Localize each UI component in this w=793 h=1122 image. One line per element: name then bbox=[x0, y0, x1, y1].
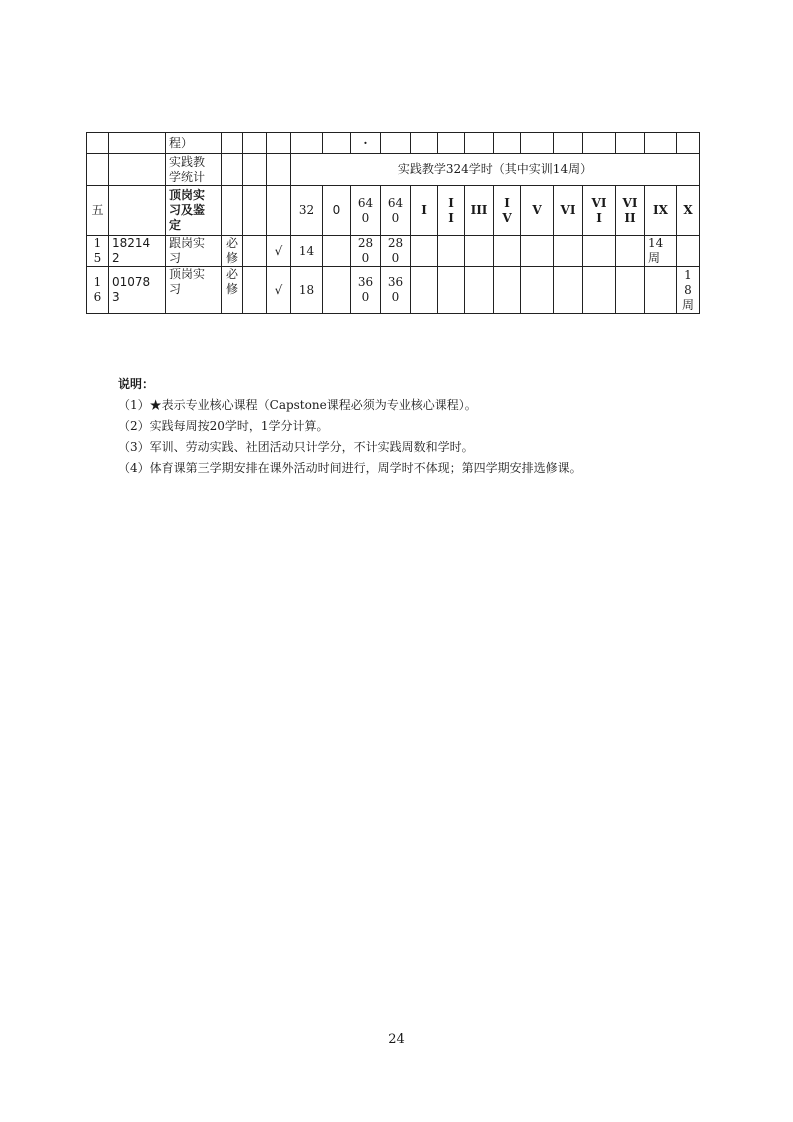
semester-header: I bbox=[411, 186, 438, 236]
check-mark: √ bbox=[267, 236, 291, 267]
practice-stat-summary: 实践教学324学时（其中实训14周） bbox=[291, 154, 700, 186]
semester-header: X bbox=[677, 186, 700, 236]
course-credits: 18 bbox=[291, 267, 323, 314]
course-credits: 14 bbox=[291, 236, 323, 267]
hours-total: 36 0 bbox=[351, 267, 381, 314]
semester-header: I I bbox=[438, 186, 465, 236]
notes-section bbox=[118, 374, 718, 479]
course-code: 01078 3 bbox=[109, 267, 166, 314]
table-row-group-five bbox=[87, 186, 700, 236]
semester-header: VI bbox=[554, 186, 583, 236]
group-hours-practice: 64 0 bbox=[381, 186, 411, 236]
dot-mark: · bbox=[351, 133, 381, 154]
note-item: （3）军训、劳动实践、社团活动只计学分，不计实践周数和学时。 bbox=[118, 440, 474, 454]
course-name: 顶岗实 习 bbox=[166, 267, 222, 314]
group-hours-total: 64 0 bbox=[351, 186, 381, 236]
course-name: 跟岗实 习 bbox=[166, 236, 222, 267]
course-code: 18214 2 bbox=[109, 236, 166, 267]
course-type: 必 修 bbox=[222, 236, 243, 267]
semester-header: VI I bbox=[583, 186, 616, 236]
hours-total: 28 0 bbox=[351, 236, 381, 267]
table-row bbox=[87, 236, 700, 267]
hours-practice: 28 0 bbox=[381, 236, 411, 267]
table-row-continuation bbox=[87, 133, 700, 154]
notes-title: 说明： bbox=[118, 377, 155, 391]
practice-stat-label: 实践教 学统计 bbox=[166, 154, 222, 186]
table-row bbox=[87, 267, 700, 314]
table-row-practice-stat bbox=[87, 154, 700, 186]
group-credits: 32 bbox=[291, 186, 323, 236]
semester-header: IX bbox=[645, 186, 677, 236]
week-cell: 14 周 bbox=[645, 236, 677, 267]
note-item: （2）实践每周按20学时，1学分计算。 bbox=[118, 419, 329, 433]
course-table bbox=[86, 132, 700, 314]
semester-header: V bbox=[521, 186, 554, 236]
semester-header: III bbox=[465, 186, 494, 236]
week-cell: 1 8 周 bbox=[677, 267, 700, 314]
page-number: 24 bbox=[388, 1032, 405, 1047]
hours-practice: 36 0 bbox=[381, 267, 411, 314]
group-zero: 0 bbox=[323, 186, 351, 236]
note-item: （1）★表示专业核心课程（Capstone课程必须为专业核心课程）。 bbox=[118, 398, 477, 412]
course-name-cell: 程） bbox=[166, 133, 222, 154]
group-label: 五 bbox=[87, 186, 109, 236]
row-number: 1 5 bbox=[87, 236, 109, 267]
semester-header: I V bbox=[494, 186, 521, 236]
semester-header: VI II bbox=[616, 186, 645, 236]
row-number: 1 6 bbox=[87, 267, 109, 314]
course-type: 必 修 bbox=[222, 267, 243, 314]
group-name: 顶岗实 习及鉴 定 bbox=[166, 186, 222, 236]
check-mark: √ bbox=[267, 267, 291, 314]
note-item: （4）体育课第三学期安排在课外活动时间进行，周学时不体现；第四学期安排选修课。 bbox=[118, 461, 582, 475]
